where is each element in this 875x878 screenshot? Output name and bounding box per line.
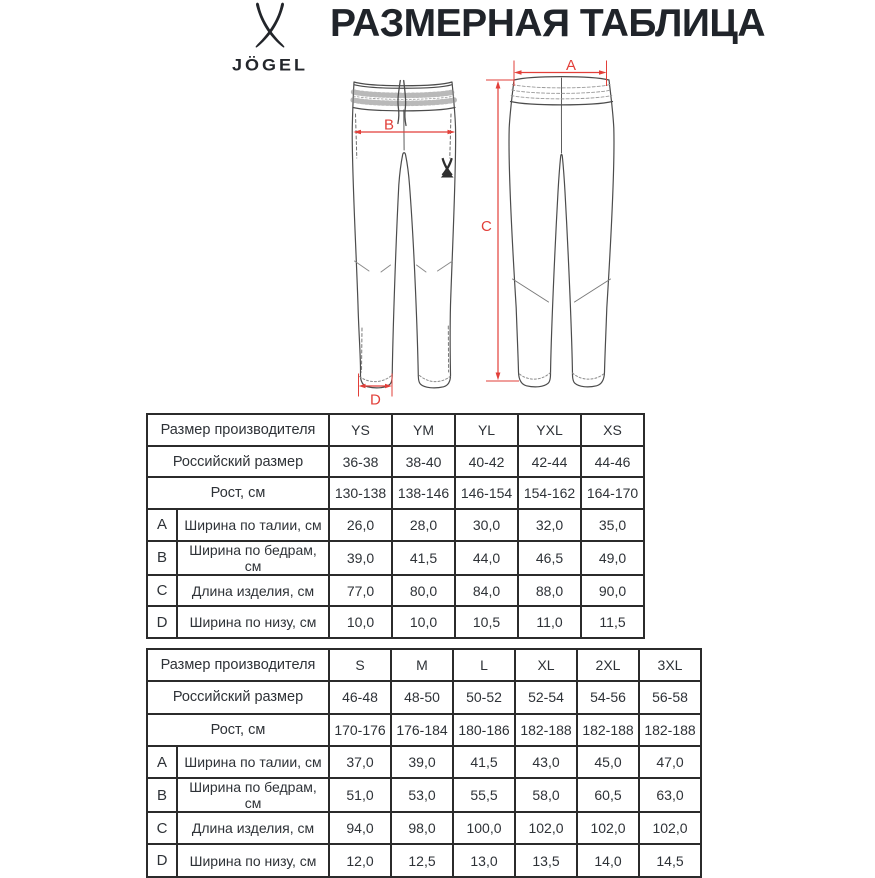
letter-cell: D — [147, 844, 177, 876]
letter-cell: C — [147, 575, 177, 607]
measure-row-d — [147, 606, 644, 638]
value-cell: 45,0 — [577, 746, 639, 778]
value-cell: 182-188 — [515, 714, 577, 746]
page-title: РАЗМЕРНАЯ ТАБЛИЦА — [330, 2, 766, 45]
measure-row-b — [147, 541, 644, 575]
size-cell: 40-42 — [455, 446, 518, 478]
value-cell: 26,0 — [329, 509, 392, 541]
measure-row-d — [147, 844, 701, 876]
value-cell: 102,0 — [515, 812, 577, 844]
brand-wordmark: JÖGEL — [231, 55, 308, 75]
row-header: Российский размер — [147, 681, 329, 713]
producer-size-row — [147, 649, 701, 681]
value-cell: 39,0 — [329, 541, 392, 575]
value-cell: 32,0 — [518, 509, 581, 541]
measure-label: Длина изделия, см — [177, 575, 329, 607]
size-cell: YL — [455, 414, 518, 446]
dim-a-label: A — [566, 57, 577, 74]
value-cell: 44,0 — [455, 541, 518, 575]
measure-label: Ширина по бедрам, см — [177, 778, 329, 812]
pants-diagram — [330, 50, 650, 414]
measure-label: Ширина по бедрам, см — [177, 541, 329, 575]
value-cell: 84,0 — [455, 575, 518, 607]
measure-row-a — [147, 509, 644, 541]
front-pants-drawing — [352, 81, 455, 388]
letter-cell: B — [147, 541, 177, 575]
size-cell: M — [391, 649, 453, 681]
letter-cell: C — [147, 812, 177, 844]
value-cell: 41,5 — [453, 746, 515, 778]
value-cell: 182-188 — [577, 714, 639, 746]
row-header: Рост, см — [147, 477, 329, 509]
brand-logo — [228, 2, 312, 76]
measure-row-c — [147, 575, 644, 607]
size-cell: L — [453, 649, 515, 681]
size-cell: 42-44 — [518, 446, 581, 478]
value-cell: 35,0 — [581, 509, 644, 541]
value-cell: 46,5 — [518, 541, 581, 575]
producer-size-row — [147, 414, 644, 446]
value-cell: 164-170 — [581, 477, 644, 509]
size-cell: YS — [329, 414, 392, 446]
height-row — [147, 477, 644, 509]
value-cell: 100,0 — [453, 812, 515, 844]
value-cell: 154-162 — [518, 477, 581, 509]
value-cell: 10,0 — [392, 606, 455, 638]
value-cell: 55,5 — [453, 778, 515, 812]
value-cell: 11,0 — [518, 606, 581, 638]
size-cell: 3XL — [639, 649, 701, 681]
measure-row-b — [147, 778, 701, 812]
value-cell: 182-188 — [639, 714, 701, 746]
value-cell: 39,0 — [391, 746, 453, 778]
size-cell: 36-38 — [329, 446, 392, 478]
value-cell: 63,0 — [639, 778, 701, 812]
value-cell: 53,0 — [391, 778, 453, 812]
value-cell: 13,0 — [453, 844, 515, 876]
value-cell: 130-138 — [329, 477, 392, 509]
row-header: Размер производителя — [147, 649, 329, 681]
value-cell: 88,0 — [518, 575, 581, 607]
value-cell: 41,5 — [392, 541, 455, 575]
value-cell: 10,5 — [455, 606, 518, 638]
value-cell: 77,0 — [329, 575, 392, 607]
value-cell: 11,5 — [581, 606, 644, 638]
value-cell: 170-176 — [329, 714, 391, 746]
size-table-adult — [146, 648, 702, 878]
value-cell: 51,0 — [329, 778, 391, 812]
size-cell: 46-48 — [329, 681, 391, 713]
measure-label: Ширина по талии, см — [177, 509, 329, 541]
size-cell: XL — [515, 649, 577, 681]
value-cell: 47,0 — [639, 746, 701, 778]
value-cell: 28,0 — [392, 509, 455, 541]
value-cell: 12,0 — [329, 844, 391, 876]
value-cell: 43,0 — [515, 746, 577, 778]
value-cell: 12,5 — [391, 844, 453, 876]
value-cell: 49,0 — [581, 541, 644, 575]
size-cell: 56-58 — [639, 681, 701, 713]
row-header: Рост, см — [147, 714, 329, 746]
russian-size-row — [147, 681, 701, 713]
value-cell: 98,0 — [391, 812, 453, 844]
height-row — [147, 714, 701, 746]
value-cell: 14,0 — [577, 844, 639, 876]
value-cell: 30,0 — [455, 509, 518, 541]
value-cell: 146-154 — [455, 477, 518, 509]
row-header: Российский размер — [147, 446, 329, 478]
measure-row-c — [147, 812, 701, 844]
value-cell: 176-184 — [391, 714, 453, 746]
measure-row-a — [147, 746, 701, 778]
size-cell: 48-50 — [391, 681, 453, 713]
size-cell: 2XL — [577, 649, 639, 681]
russian-size-row — [147, 446, 644, 478]
size-cell: YXL — [518, 414, 581, 446]
size-cell: 54-56 — [577, 681, 639, 713]
measure-label: Ширина по низу, см — [177, 844, 329, 876]
value-cell: 58,0 — [515, 778, 577, 812]
measure-label: Ширина по талии, см — [177, 746, 329, 778]
dim-d-label: D — [370, 391, 381, 409]
letter-cell: A — [147, 509, 177, 541]
value-cell: 60,5 — [577, 778, 639, 812]
size-cell: 44-46 — [581, 446, 644, 478]
jogel-emblem-icon — [248, 2, 292, 52]
dim-c-label: C — [481, 218, 492, 235]
value-cell: 102,0 — [577, 812, 639, 844]
size-cell: XS — [581, 414, 644, 446]
value-cell: 102,0 — [639, 812, 701, 844]
measure-label: Длина изделия, см — [177, 812, 329, 844]
back-pants-drawing — [509, 77, 614, 387]
value-cell: 80,0 — [392, 575, 455, 607]
letter-cell: B — [147, 778, 177, 812]
value-cell: 13,5 — [515, 844, 577, 876]
size-cell: 38-40 — [392, 446, 455, 478]
value-cell: 180-186 — [453, 714, 515, 746]
row-header: Размер производителя — [147, 414, 329, 446]
measure-label: Ширина по низу, см — [177, 606, 329, 638]
letter-cell: D — [147, 606, 177, 638]
value-cell: 37,0 — [329, 746, 391, 778]
value-cell: 138-146 — [392, 477, 455, 509]
value-cell: 90,0 — [581, 575, 644, 607]
dim-b-label: B — [384, 116, 395, 134]
size-cell: S — [329, 649, 391, 681]
size-cell: 52-54 — [515, 681, 577, 713]
size-table-youth — [146, 413, 645, 639]
value-cell: 10,0 — [329, 606, 392, 638]
value-cell: 94,0 — [329, 812, 391, 844]
size-cell: 50-52 — [453, 681, 515, 713]
letter-cell: A — [147, 746, 177, 778]
size-cell: YM — [392, 414, 455, 446]
value-cell: 14,5 — [639, 844, 701, 876]
